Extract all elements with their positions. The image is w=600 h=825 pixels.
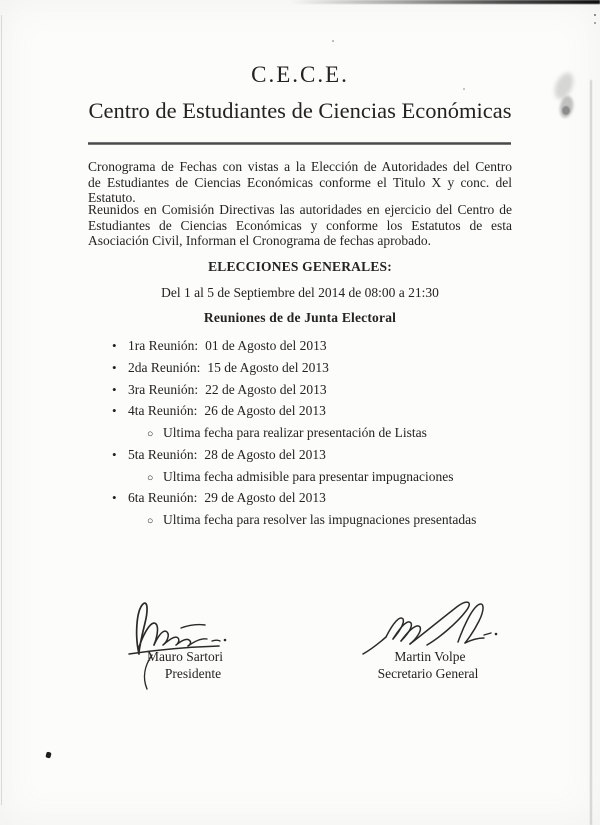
meeting-date: 26 de Agosto del 2013 [204,403,326,419]
header-divider [88,142,511,145]
list-item [112,336,532,358]
list-item [112,445,532,467]
elections-heading: ELECCIONES GENERALES: [208,259,392,274]
signer-name: Mauro Sartori [146,649,224,664]
scan-speck [594,22,596,24]
scan-edge-line-right [590,80,592,825]
meeting-label: 4ta Reunión: [128,403,198,419]
meeting-date: 15 de Agosto del 2013 [207,359,329,375]
meeting-date: 01 de Agosto del 2013 [205,338,327,353]
bullet-icon [112,360,128,376]
meeting-date: 22 de Agosto del 2013 [205,381,327,397]
signer-name: Martin Volpe [394,649,466,664]
scan-speck [332,40,334,42]
meeting-label: 2da Reunión: [128,359,201,375]
list-sub-item [112,467,532,489]
org-acronym-title: C.E.C.E. [251,62,349,87]
meeting-label: 5ta Reunión: [128,446,198,462]
bullet-icon [112,382,128,398]
org-name-subtitle: Centro de Estudiantes de Ciencias Económicas [88,98,512,123]
hollow-bullet-icon [147,473,163,484]
list-item [112,488,532,510]
meetings-list [112,336,532,532]
list-item [112,401,532,423]
meeting-label: 6ta Reunión: [128,490,198,506]
list-sub-item [112,510,532,532]
scan-edge-shadow-top [290,0,600,4]
meeting-label: 3ra Reunión: [128,381,199,397]
intro-paragraph-1: Cronograma de Fechas con vistas a la Elección de Autoridades del Centro de Estudiantes de Ciencias Económicas conforme el Titulo X y conc. del Estatuto. [88,159,512,205]
bullet-icon [112,490,128,506]
meeting-note: Ultima fecha admisible para presentar impugnaciones [163,468,454,484]
intro-paragraph-2: Reunidos en Comisión Directivas las autoridades en ejercicio del Centro de Estudiantes de Ciencias Económicas y conforme los Estatutos de esta Asociación Civil, Informan el Cronograma de fechas aprobado. [88,202,512,248]
meeting-date: 29 de Agosto del 2013 [204,490,326,506]
hollow-bullet-icon [147,429,163,440]
meeting-date: 28 de Agosto del 2013 [204,446,326,462]
meeting-note: Ultima fecha para realizar presentación de Listas [163,425,427,440]
hollow-bullet-icon [147,516,163,527]
bullet-icon [112,447,128,463]
signer-role: Presidente [164,666,222,681]
scan-edge-line-left [1,15,2,805]
elections-schedule: Del 1 al 5 de Septiembre del 2014 de 08:00 a 21:30 [161,285,439,300]
scan-speck [594,14,596,16]
signer-role: Secretario General [377,666,479,681]
list-item [112,380,532,402]
list-item [112,358,532,380]
meeting-label: 1ra Reunión: [128,338,199,353]
bullet-icon [112,403,128,419]
meeting-note: Ultima fecha para resolver las impugnaciones presentadas [163,512,477,527]
list-sub-item [112,423,532,445]
meetings-heading: Reuniones de de Junta Electoral [203,310,397,325]
scan-ink-dot [45,751,51,758]
scan-speck [463,88,465,90]
bullet-icon [112,338,128,354]
